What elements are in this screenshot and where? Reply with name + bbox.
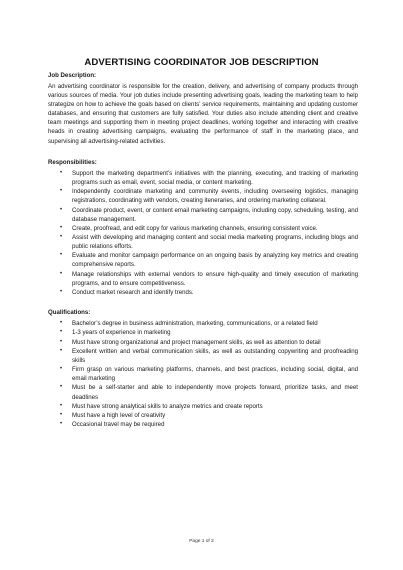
bullet-icon: • — [60, 234, 63, 240]
bullet-icon: • — [60, 402, 63, 409]
qualifications-list — [48, 319, 358, 429]
bullet-icon: • — [60, 188, 63, 195]
list-item: • 1-3 years of experience in marketing — [60, 329, 171, 337]
document-title: ADVERTISING COORDINATOR JOB DESCRIPTION — [84, 57, 319, 68]
bullet-icon: • — [60, 420, 63, 427]
bullet-icon: • — [60, 288, 63, 295]
job-description-text: An advertising coordinator is responsible for the creation, delivery, and advertising of company products through various sources of media. Your job duties include presenting advertising goals, leading the marketing team to help strategize on how to achieve the goals based on clients’ service requirements, maintaining and updating customer databases, and ensuring that customers are fully satisfied. Your duties also include attending client and creative team meetings and supporting them in meeting project deadlines, working together and interacting with creative heads in creating advertising campaigns, evaluating the performance of staff in the marketing place, and supervising all advertising-related activities. — [48, 82, 358, 145]
bullet-icon: • — [60, 252, 63, 259]
bullet-icon: • — [60, 411, 63, 418]
page-number: Page 1 of 2 — [189, 539, 214, 544]
bullet-icon: • — [60, 206, 63, 213]
list-item: • Independently coordinate marketing and community events, including overseeing logistics, managing registrations, coordinating with vendors, creating iteneraries, and ordering marketing collateral. — [60, 188, 358, 205]
bullet-icon: • — [60, 270, 63, 277]
bullet-icon: • — [60, 329, 63, 336]
list-item: • Bachelor’s degree in business administration, marketing, communications, or a related field — [60, 320, 318, 328]
responsibilities-heading: Responsibilities: — [48, 158, 97, 166]
list-item: • Manage relationships with external vendors to ensure high-quality and timely execution of marketing programs, and to ensure competitiveness. — [60, 270, 358, 287]
bullet-icon: • — [60, 320, 63, 327]
list-item: • Must have a high level of creativity — [60, 411, 166, 419]
bullet-icon: • — [60, 169, 63, 176]
qualifications-heading: Qualifications: — [48, 309, 91, 317]
bullet-icon: • — [60, 338, 63, 345]
list-item: • Excellent written and verbal communication skills, as well as outstanding copywriting and proofreading skills — [60, 347, 358, 364]
list-item: • Must have strong organizational and project management skills, as well as attention to detail — [60, 338, 321, 346]
list-item: • Coordinate product, event, or content email marketing campaigns, including copy, scheduling, testing, and database management. — [60, 206, 358, 223]
list-item: • Must be a self-starter and able to independently move projects forward, prioritize tasks, and meet deadlines — [60, 384, 358, 401]
list-item: • Assist with developing and managing content and social media marketing programs, including blogs and public relations efforts. — [60, 234, 358, 251]
list-item: • Support the marketing department’s initiatives with the planning, executing, and tracking of marketing programs such as email, event, social media, or content marketing. — [60, 169, 358, 187]
list-item: • Evaluate and monitor campaign performance on an ongoing basis by analyzing key metrics and creating comprehensive reports. — [60, 252, 358, 269]
job-description-heading: Job Description: — [48, 72, 97, 79]
list-item: • Occasional travel may be required — [60, 420, 165, 428]
list-item: • Firm grasp on various marketing platforms, channels, and best practices, including social, digital, and email marketing — [60, 366, 358, 383]
list-item: • Create, proofread, and edit copy for various marketing channels, ensuring consistent voice. — [60, 224, 318, 232]
bullet-icon: • — [60, 224, 63, 231]
bullet-icon: • — [60, 384, 63, 391]
document-body — [48, 71, 358, 429]
bullet-icon: • — [60, 366, 63, 373]
bullet-icon: • — [60, 347, 63, 354]
list-item: • Must have strong analytical skills to analyze metrics and create reports — [60, 402, 263, 410]
responsibilities-list — [48, 169, 358, 297]
list-item: • Conduct market research and identify trends. — [60, 288, 194, 296]
